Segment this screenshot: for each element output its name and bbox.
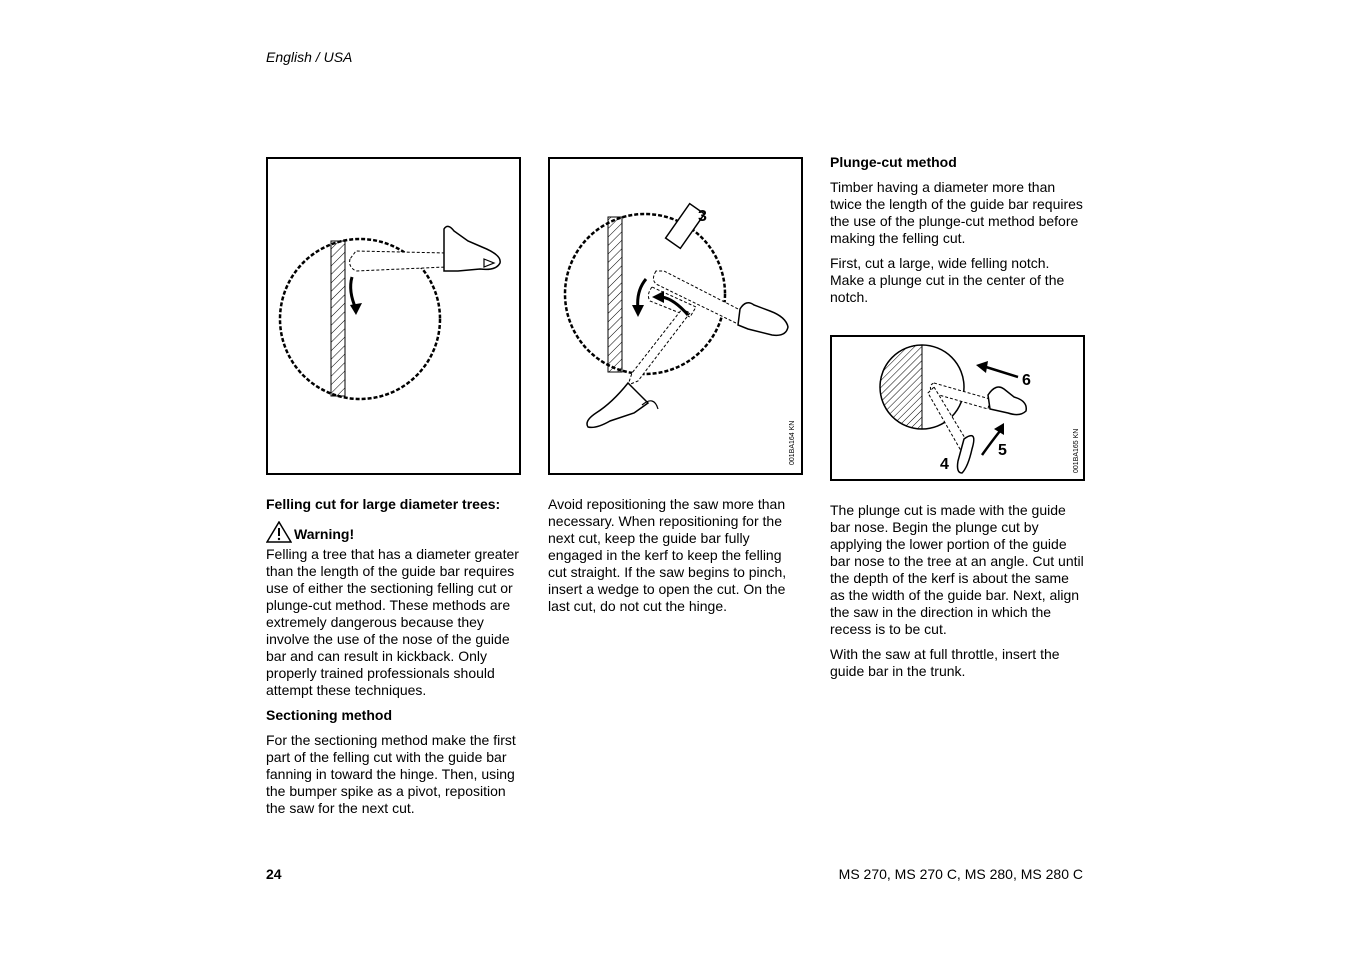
sectioning-figure-2 <box>548 157 803 475</box>
page-number: 24 <box>266 866 282 882</box>
model-names: MS 270, MS 270 C, MS 280, MS 280 C <box>838 866 1083 882</box>
felling-cut-diagram <box>268 159 519 473</box>
reposition-diagram <box>550 159 801 473</box>
sectioning-text: For the sectioning method make the first part of the felling cut with the guide bar fanning in toward the hinge. Then, using the bumper spike as a pivot, reposition the saw for the next cut. <box>266 732 516 816</box>
figure-code: 001BA165 KN <box>1073 428 1080 473</box>
plunge-cut-figure <box>830 335 1085 481</box>
warning-triangle-icon <box>266 521 292 543</box>
right-column-top <box>830 154 1086 314</box>
left-column <box>266 496 522 825</box>
language-label: English / USA <box>266 49 353 65</box>
figure-label-4: 4 <box>940 456 949 473</box>
plunge-cut-heading: Plunge-cut method <box>830 154 957 170</box>
right-column-bottom <box>830 502 1086 688</box>
figure-label-5: 5 <box>998 442 1007 459</box>
felling-cut-heading: Felling cut for large diameter trees: <box>266 496 501 512</box>
plunge-cut-text-3: The plunge cut is made with the guide bar nose. Begin the plunge cut by applying the lower portion of the guide bar nose to the tree at an angle. Cut until the depth of the kerf is about the same as the width of the guide bar. Next, align the saw in the direction in which the recess is to be cut. <box>830 502 1084 637</box>
figure-label-3: 3 <box>698 208 707 225</box>
warning-label: Warning! <box>294 526 355 542</box>
middle-column <box>548 496 804 623</box>
warning-text: Felling a tree that has a diameter greater than the length of the guide bar requires use of either the sectioning felling cut or plunge-cut method. These methods are extremely dangerous because they involve the use of the nose of the guide bar and can result in kickback. Only properly trained professionals should attempt these techniques. <box>266 546 519 698</box>
sectioning-heading: Sectioning method <box>266 707 392 723</box>
plunge-cut-diagram <box>832 337 1083 479</box>
figure-code: 001BA164 KN <box>789 420 796 465</box>
plunge-cut-text-4: With the saw at full throttle, insert the guide bar in the trunk. <box>830 646 1060 679</box>
figure-label-6: 6 <box>1022 372 1031 389</box>
warning-block <box>266 521 522 543</box>
plunge-cut-text-1: Timber having a diameter more than twice the length of the guide bar requires the use of the plunge-cut method before making the felling cut. <box>830 179 1083 246</box>
sectioning-figure-1 <box>266 157 521 475</box>
plunge-cut-text-2: First, cut a large, wide felling notch. Make a plunge cut in the center of the notch. <box>830 255 1065 305</box>
reposition-text: Avoid repositioning the saw more than necessary. When repositioning for the next cut, keep the guide bar fully engaged in the kerf to keep the felling cut straight. If the saw begins to pinch, insert a wedge to open the cut. On the last cut, do not cut the hinge. <box>548 496 787 614</box>
